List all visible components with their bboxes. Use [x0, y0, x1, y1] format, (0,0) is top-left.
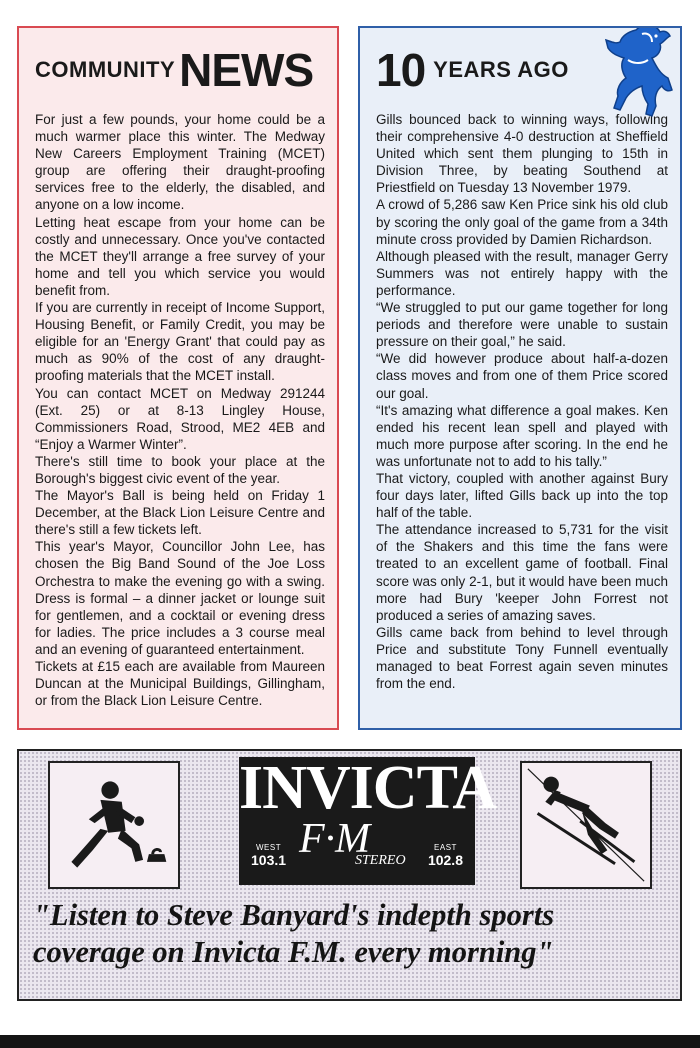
news-paragraph: Tickets at £15 each are available from Maureen Duncan at the Municipal Buildings, Gillingham, or from the Black Lion Leisure Centre.: [35, 659, 325, 709]
community-news-body: [35, 111, 325, 709]
invicta-logo-name: INVICTA: [239, 754, 497, 822]
news-paragraph: You can contact MCET on Medway 291244 (Ext. 25) or at 8-13 Lingley House, Commissioners Road, Strood, ME2 4EB and “Enjoy a Warmer Winter”.: [35, 385, 325, 452]
years-paragraph: Gills bounced back to winning ways, following their comprehensive 4-0 destruction at Sheffield United which sent them plunging to 15th in Division Three, by beating Southend at Priestfield on Tuesday 13 November 1979.: [376, 112, 668, 196]
community-news-heading: [35, 38, 325, 102]
bottom-dark-strip: [0, 1035, 700, 1048]
news-paragraph: The Mayor's Ball is being held on Friday 1 December, at the Black Lion Leisure Centre and there's still a few tickets left.: [35, 488, 325, 538]
invicta-logo-fm: F·M: [299, 816, 371, 862]
years-paragraph: “We did however produce about half-a-dozen class moves and from one of them Price scored our goal.: [376, 351, 668, 401]
white-horse-icon: [598, 26, 682, 120]
years-paragraph: A crowd of 5,286 saw Ken Price sink his old club by scoring the only goal of the game from a 34th minute cross provided by Damien Richardson.: [376, 197, 668, 247]
skiing-icon: [522, 763, 650, 887]
east-label: EAST: [434, 843, 457, 852]
years-paragraph: Although pleased with the result, manager Gerry Summers was not entirely happy with the performance.: [376, 248, 668, 298]
east-frequency: [428, 843, 463, 868]
ten-years-ago-title-big: 10: [376, 44, 426, 96]
news-paragraph: There's still time to book your place at the Borough's biggest civic event of the year.: [35, 453, 325, 486]
east-frequency-value: 102.8: [427, 852, 463, 868]
skiing-icon-box: [520, 761, 652, 889]
news-paragraph: For just a few pounds, your home could be a much warmer place this winter. The Medway New Careers Employment Training (MCET) group are offering their draught-proofing services free to the elderly, the disabled, and anyone on a low income.: [35, 112, 325, 213]
west-frequency: [251, 843, 286, 868]
invicta-fm-logo: [239, 754, 497, 885]
west-label: WEST: [255, 843, 282, 852]
community-news-title-big: NEWS: [179, 44, 314, 96]
news-paragraph: This year's Mayor, Councillor John Lee, has chosen the Big Band Sound of the Joe Loss Orchestra to make the evening go with a swing. Dress is formal – a dinner jacket or lounge suit for gentlemen, and a cocktail or evening dress for ladies. The price includes a 3 course meal and an evening of guaranteed entertainment.: [35, 539, 325, 657]
years-paragraph: The attendance increased to 5,731 for the visit of the Shakers and this time the fans were treated to an excellent game of football. Final score was only 2-1, but it would have been much more had Bury 'keeper John Forrest not produced a series of amazing saves.: [376, 522, 668, 623]
news-paragraph: If you are currently in receipt of Income Support, Housing Benefit, or Family Credit, you may be eligible for an 'Energy Grant' that could pay as much as 90% of the cost of any draught-proofing materials that the MCET install.: [35, 300, 325, 384]
stereo-label: STEREO: [355, 853, 406, 868]
years-paragraph: “It's amazing what difference a goal makes. Ken ended his recent lean spell and played with much more purpose after scoring. In the end he was unfortunate not to add to his tally.”: [376, 402, 668, 469]
west-frequency-value: 103.1: [251, 852, 287, 868]
curling-icon: [50, 763, 178, 887]
ten-years-ago-body: [376, 111, 668, 692]
community-news-box: [17, 26, 339, 730]
advert-slogan: "Listen to Steve Banyard's indepth sports coverage on Invicta F.M. every morning": [33, 898, 555, 969]
years-paragraph: Gills came back from behind to level through Price and substitute Tony Funnell eventually managed to beat Forrest again seven minutes from the end.: [376, 624, 668, 692]
news-paragraph: Letting heat escape from your home can be costly and unnecessary. Once you've contacted the MCET they'll arrange a free survey of your home and tell you which service you would benefit from.: [35, 214, 325, 298]
years-paragraph: That victory, coupled with another against Bury four days later, lifted Gills back up into the top half of the table.: [376, 470, 668, 521]
invicta-fm-advert: [17, 749, 682, 1001]
curling-icon-box: [48, 761, 180, 889]
ten-years-ago-box: [358, 26, 682, 730]
ten-years-ago-title-small: YEARS AGO: [433, 57, 569, 82]
years-paragraph: “We struggled to put our game together for long periods and therefore were unable to sustain pressure on their goal,” he said.: [376, 300, 668, 350]
community-news-title-small: COMMUNITY: [35, 57, 176, 82]
